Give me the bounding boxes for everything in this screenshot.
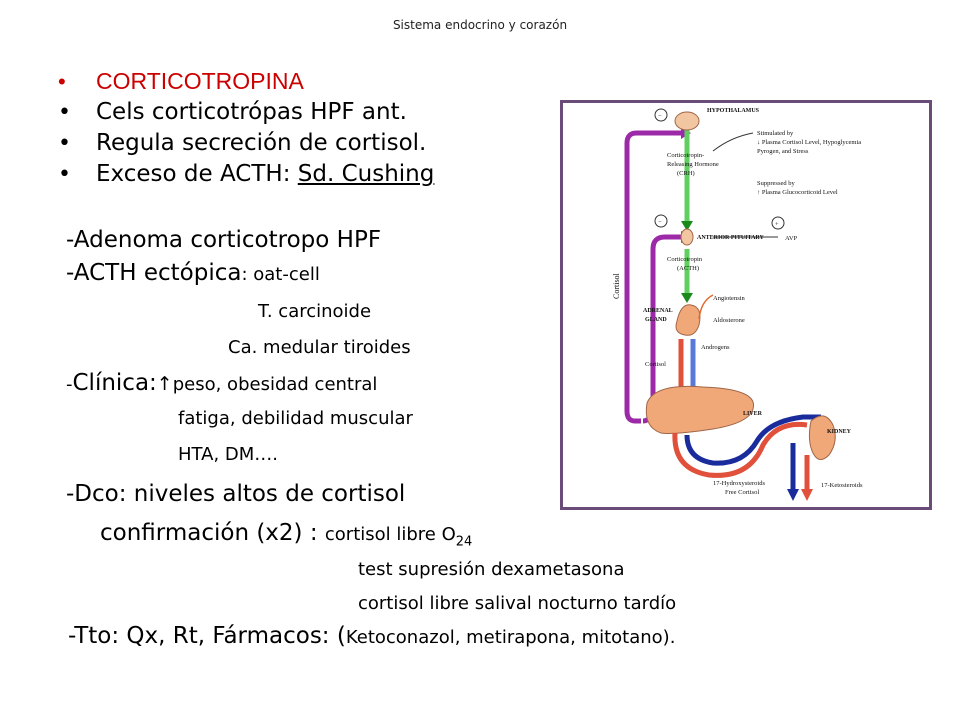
label-suppressed-2: ↑ Plasma Glucocorticoid Level (757, 189, 838, 196)
ectopic-label: -ACTH ectópica (66, 260, 242, 286)
treatment-drugs: Ketoconazol, metirapona, mitotano). (345, 627, 676, 648)
treatment-line (68, 622, 675, 652)
label-acth-1: Corticotropin (667, 256, 703, 263)
clinica-hta: HTA, DM…. (178, 444, 279, 465)
cushing-link: Sd. Cushing (297, 161, 435, 187)
conf-free-cortisol: cortisol libre O (324, 524, 456, 545)
ectopic-line (66, 259, 320, 289)
label-stimulated-3: Pyrogen, and Stress (757, 148, 809, 155)
hpa-axis-diagram (560, 100, 932, 510)
label-adrenal-2: GLAND (645, 317, 667, 323)
bullet-excess (58, 159, 434, 190)
pituitary-shape (681, 229, 693, 245)
bullet-cells: • Cels corticotrópas HPF ant. (58, 97, 434, 128)
hypothalamus-shape (675, 112, 699, 130)
clinica-fatigue: fatiga, debilidad muscular (178, 408, 413, 429)
liver-shape (646, 386, 753, 433)
angiotensin-arrow (699, 295, 713, 319)
label-hypothalamus: HYPOTHALAMUS (707, 108, 760, 114)
label-aldosterone: Aldosterone (713, 317, 745, 324)
kidney-shape (809, 416, 835, 460)
excess-label: Exceso de ACTH: (96, 161, 298, 187)
label-cortisol: Cortisol (645, 361, 666, 368)
label-hydroxysteroids: 17-Hydroxysteroids (713, 480, 765, 487)
label-ketosteroids: 17-Ketosteroids (821, 482, 863, 489)
ectopic-carcinoid: T. carcinoide (258, 301, 372, 322)
adenoma-line: -Adenoma corticotropo HPF (66, 227, 382, 253)
plus-sign: + (775, 221, 779, 228)
acth-arrowhead (681, 293, 693, 303)
confirmation-label: confirmación (x2) : (100, 520, 325, 546)
label-crh-2: Releasing Hormone (667, 161, 719, 168)
label-crh-1: Corticotropin- (667, 152, 705, 159)
minus-sign-2: − (658, 219, 662, 226)
label-suppressed: Suppressed by (757, 180, 795, 187)
label-stimulated-2: ↓ Plasma Cortisol Level, Hypoglycemia (757, 139, 862, 146)
dco-line: -Dco: niveles altos de cortisol (66, 481, 406, 507)
clinica-dash: - (66, 374, 73, 395)
label-androgens: Androgens (701, 344, 730, 351)
up-arrow-icon: ↑ (156, 373, 173, 395)
label-stimulated: Stimulated by (757, 130, 794, 137)
label-kidney: KIDNEY (827, 429, 852, 435)
label-liver: LIVER (743, 411, 763, 417)
bullet-corticotropina: • CORTICOTROPINA (58, 66, 434, 97)
label-crh-3: (CRH) (677, 170, 695, 177)
treatment-label: -Tto: Qx, Rt, Fármacos: ( (68, 623, 346, 649)
adrenal-gland-shape (676, 305, 700, 335)
bullet-regulation: • Regula secreción de cortisol. (58, 128, 434, 159)
conf-salivary: cortisol libre salival nocturno tardío (358, 593, 677, 614)
clinica-label: Clínica: (72, 370, 157, 396)
slide-header: Sistema endocrino y corazón (392, 18, 568, 32)
urine-arrowhead-red (801, 489, 813, 501)
label-avp: AVP (785, 235, 798, 242)
hydroxysteroid-pathway (675, 424, 807, 475)
label-cortisol-side: Cortisol (612, 273, 621, 299)
label-acth-2: (ACTH) (677, 265, 700, 272)
conf-dexamethasone: test supresión dexametasona (358, 559, 625, 580)
label-anterior-pituitary: ANTERIOR PITUITARY (697, 235, 764, 241)
stimulation-arrow (713, 133, 753, 151)
label-free-cortisol: Free Cortisol (725, 489, 760, 496)
confirmation-line (100, 519, 472, 557)
bullet-list (58, 66, 434, 190)
ectopic-thyroid: Ca. medular tiroides (228, 337, 411, 358)
ectopic-oat-cell: : oat-cell (241, 264, 320, 285)
conf-free-cortisol-sub: 24 (455, 534, 473, 550)
label-adrenal-1: ADRENAL (643, 308, 673, 314)
clinica-line (66, 369, 377, 399)
clinica-weight: peso, obesidad central (172, 374, 378, 395)
hpa-axis-svg (563, 103, 929, 507)
minus-sign-1: − (658, 113, 662, 120)
urine-arrowhead-blue (787, 489, 799, 501)
label-angiotensin: Angiotensin (713, 295, 745, 302)
